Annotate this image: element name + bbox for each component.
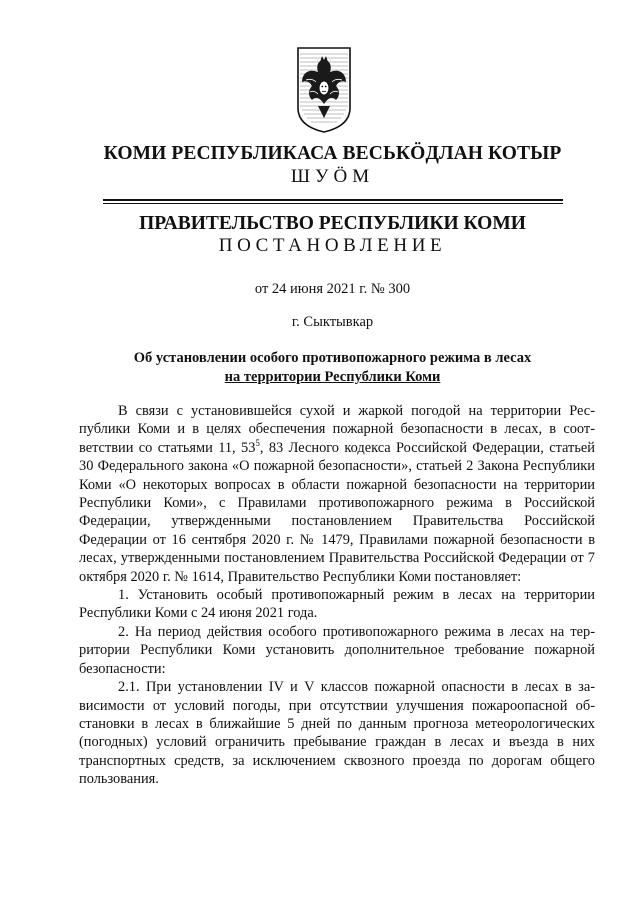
intro-text-part2: , 83 Лесного кодекса Российской Федерации, статьей 30 Федерального закона «О пожарной безопасности», статьей 2 Закона Республики Коми «О некоторых вопросах в области пожарной безопасности на территории Республики Коми», с Правилами противопожарного режима в Российской Федерации, утвержденными постановлением Правительства Российской Федерации от 16 сентября 2020 г. № 1479, Правилами пожарной безопасности в лесах, утвержденными постановлением Правительства Российской Федерации от 7 октября 2020 г. № 1614, Правительство Республики Коми постановляет: [79, 439, 595, 585]
komi-government-title: КОМИ РЕСПУБЛИКАСА ВЕСЬКÖДЛАН КОТЫР [103, 143, 562, 164]
intro-superscript: 5 [255, 438, 260, 449]
document-date-number: от 24 июня 2021 г. № 300 [254, 281, 411, 297]
document-type: ПОСТАНОВЛЕНИЕ [218, 235, 447, 256]
paragraph-item-2: 2. На период действия особого противопожарного режима в лесах на территории Республики Коми установить дополнительное требование пожарной безопасности: [79, 623, 595, 677]
intro-text-part1: В связи с установившейся сухой и жаркой погодой на территории Республики Коми и в целях обеспечения пожарной безопасности в лесах, в соответствии со статьями 11, 53 [79, 403, 595, 456]
paragraph-intro [79, 402, 595, 586]
paragraph-item-1: 1. Установить особый противопожарный режим в лесах на территории Республики Коми с 24 июня 2021 года. [79, 587, 595, 622]
paragraph-item-2-1: 2.1. При установлении IV и V классов пожарной опасности в лесах в зависимости от условий погоды, при отсутствии улучшения пожароопасной обстановки в лесах в ближайшие 5 дней по данным прогноза метеорологических (погодных) условий ограничить пребывание граждан в лесах и въезда в них транспортных средств, за исключением сквозного проезда по дорогам общего пользования. [79, 679, 595, 788]
header-divider-thin [103, 203, 563, 204]
komi-document-type: ШУÖМ [290, 166, 375, 187]
document-body [79, 402, 595, 789]
document-subject-line-1: Об установлении особого противопожарного режима в лесах [133, 350, 532, 366]
government-title: ПРАВИТЕЛЬСТВО РЕСПУБЛИКИ КОМИ [139, 213, 526, 234]
header-divider-thick [103, 199, 563, 201]
document-city: г. Сыктывкар [291, 314, 374, 330]
document-subject-line-2: на территории Республики Коми [224, 369, 441, 385]
komi-coat-of-arms-icon [296, 46, 352, 134]
